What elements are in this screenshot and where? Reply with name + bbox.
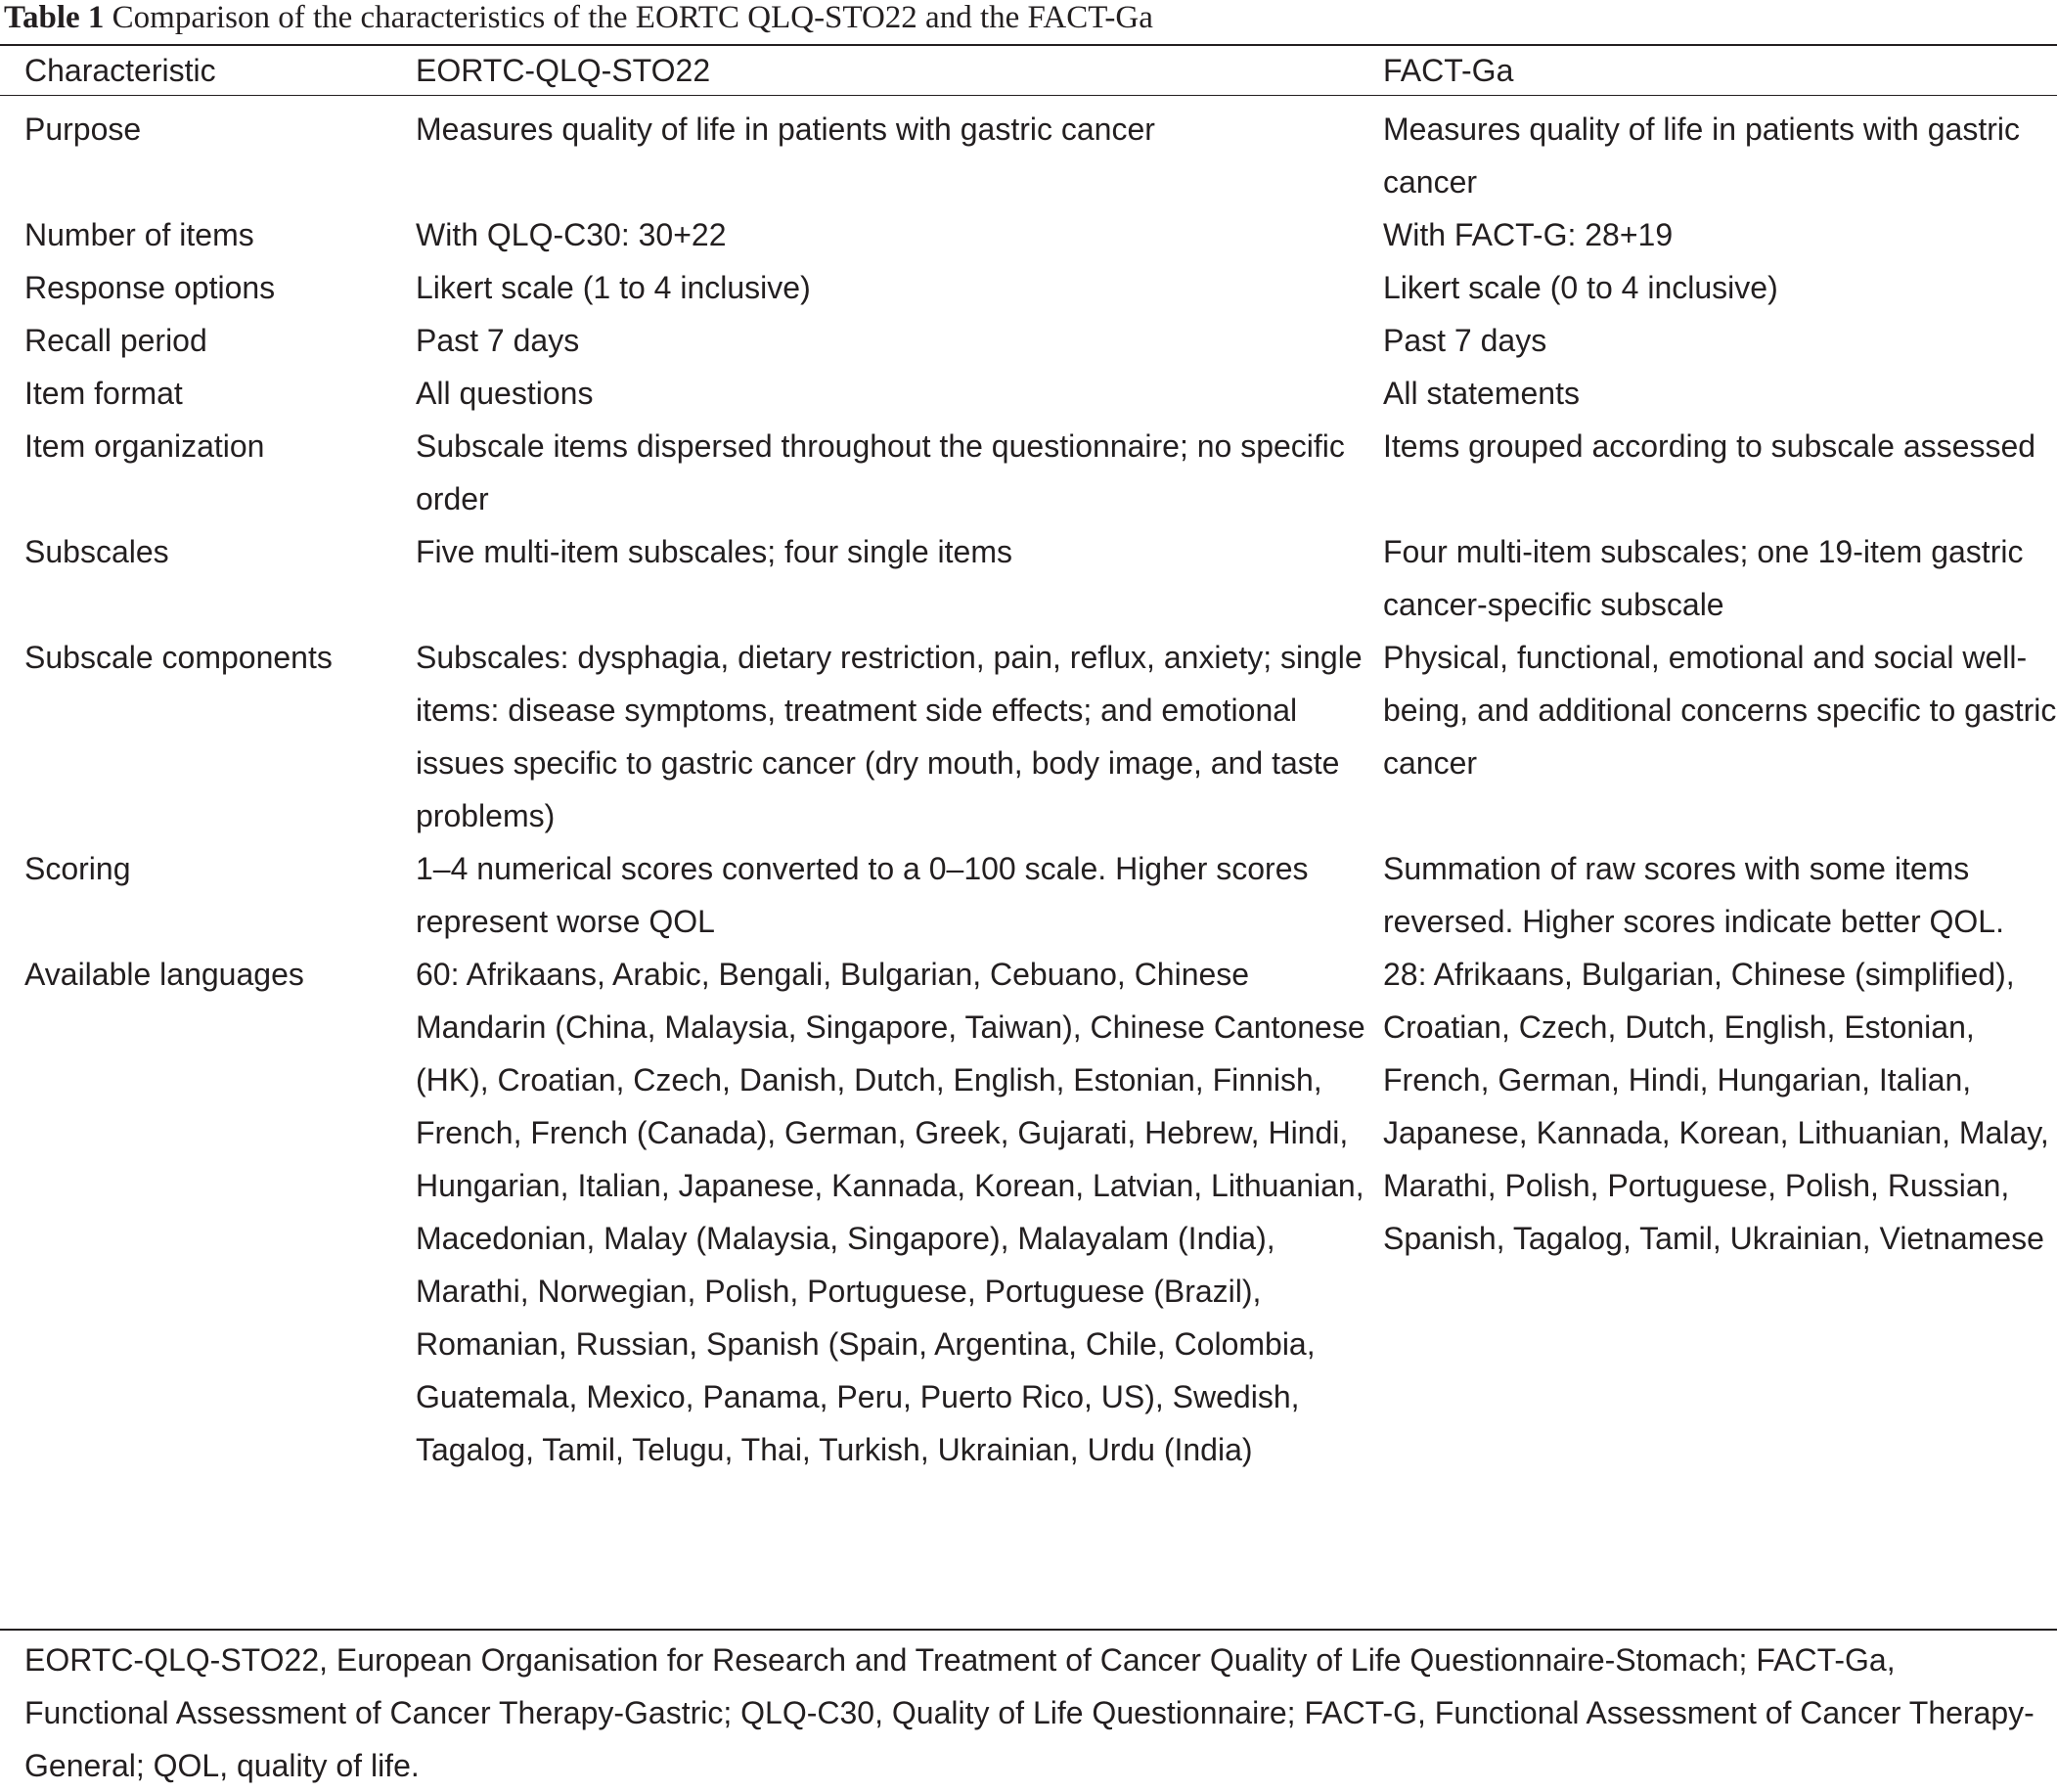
- row-fact-value: Items grouped according to subscale assessed: [1383, 428, 2036, 464]
- row-eortc-value: Subscale items dispersed throughout the questionnaire; no specific order: [416, 428, 1345, 516]
- row-eortc-value: All questions: [416, 376, 594, 411]
- table-row: [0, 314, 2057, 367]
- row-characteristic: Subscale components: [24, 640, 333, 675]
- row-characteristic: Available languages: [24, 957, 304, 992]
- table-row: [0, 842, 2057, 948]
- row-eortc-value: Likert scale (1 to 4 inclusive): [416, 270, 811, 305]
- row-fact-value: Summation of raw scores with some items reversed. Higher scores indicate better QOL.: [1383, 851, 2004, 939]
- table-bottom-rule: [0, 1629, 2057, 1631]
- row-characteristic: Scoring: [24, 851, 131, 886]
- row-characteristic: Subscales: [24, 534, 169, 569]
- row-characteristic: Recall period: [24, 323, 207, 358]
- row-fact-value: Likert scale (0 to 4 inclusive): [1383, 270, 1778, 305]
- table-row: [0, 208, 2057, 261]
- row-fact-value: Physical, functional, emotional and social well-being, and additional concerns specific to gastric cancer: [1383, 640, 2057, 781]
- row-characteristic: Item format: [24, 376, 183, 411]
- column-header-eortc: EORTC-QLQ-STO22: [416, 53, 711, 88]
- table-row: [0, 948, 2057, 1476]
- comparison-table: [0, 46, 2057, 1476]
- table-row: [0, 261, 2057, 314]
- table-row: [0, 367, 2057, 420]
- table-caption: [4, 0, 1153, 35]
- row-fact-value: All statements: [1383, 376, 1580, 411]
- row-characteristic: Response options: [24, 270, 276, 305]
- table-row: [0, 631, 2057, 842]
- row-fact-value: Measures quality of life in patients with gastric cancer: [1383, 112, 2020, 200]
- row-eortc-value: Five multi-item subscales; four single items: [416, 534, 1012, 569]
- table-caption-label: Table 1: [4, 0, 105, 35]
- row-fact-value: Four multi-item subscales; one 19-item gastric cancer-specific subscale: [1383, 534, 2024, 622]
- row-eortc-value: 60: Afrikaans, Arabic, Bengali, Bulgarian, Cebuano, Chinese Mandarin (China, Malaysia, Singapore, Taiwan), Chinese Cantonese (HK), Croatian, Czech, Danish, Dutch, English, Estonian, Finnish, French, French (Canada), German, Greek, Gujarati, Hebrew, Hindi, Hungarian, Italian, Japanese, Kannada, Korean, Latvian, Lithuanian, Macedonian, Malay (Malaysia, Singapore), Malayalam (India), Marathi, Norwegian, Polish, Portuguese, Portuguese (Brazil), Romanian, Russian, Spanish (Spain, Argentina, Chile, Colombia, Guatemala, Mexico, Panama, Peru, Puerto Rico, US), Swedish, Tagalog, Tamil, Telugu, Thai, Turkish, Ukrainian, Urdu (India): [416, 957, 1365, 1467]
- row-characteristic: Item organization: [24, 428, 265, 464]
- row-eortc-value: Measures quality of life in patients with gastric cancer: [416, 112, 1155, 147]
- row-eortc-value: Past 7 days: [416, 323, 580, 358]
- row-fact-value: Past 7 days: [1383, 323, 1547, 358]
- row-characteristic: Purpose: [24, 112, 142, 147]
- row-eortc-value: 1–4 numerical scores converted to a 0–100 scale. Higher scores represent worse QOL: [416, 851, 1309, 939]
- table-footnote: EORTC-QLQ-STO22, European Organisation for Research and Treatment of Cancer Quality of Life Questionnaire-Stomach; FACT-Ga, Functional Assessment of Cancer Therapy-Gastric; QLQ-C30, Quality of Life Questionnaire; FACT-G, Functional Assessment of Cancer Therapy-General; QOL, quality of life.: [24, 1642, 2035, 1783]
- row-characteristic: Number of items: [24, 217, 254, 252]
- row-fact-value: With FACT-G: 28+19: [1383, 217, 1674, 252]
- column-header-fact: FACT-Ga: [1383, 53, 1514, 88]
- row-eortc-value: Subscales: dysphagia, dietary restriction, pain, reflux, anxiety; single items: disease symptoms, treatment side effects; and emotional issues specific to gastric cancer (dry mouth, body image, and taste problems): [416, 640, 1363, 833]
- row-fact-value: 28: Afrikaans, Bulgarian, Chinese (simplified), Croatian, Czech, Dutch, English, Estonian, French, German, Hindi, Hungarian, Italian, Japanese, Kannada, Korean, Lithuanian, Malay, Marathi, Polish, Portuguese, Polish, Russian, Spanish, Tagalog, Tamil, Ukrainian, Vietnamese: [1383, 957, 2049, 1256]
- row-eortc-value: With QLQ-C30: 30+22: [416, 217, 727, 252]
- table-caption-text: Comparison of the characteristics of the EORTC QLQ-STO22 and the FACT-Ga: [112, 0, 1153, 35]
- table-header-row: [0, 46, 2057, 95]
- table-row: [0, 420, 2057, 525]
- column-header-characteristic: Characteristic: [24, 53, 216, 88]
- table-row: [0, 95, 2057, 208]
- table-row: [0, 525, 2057, 631]
